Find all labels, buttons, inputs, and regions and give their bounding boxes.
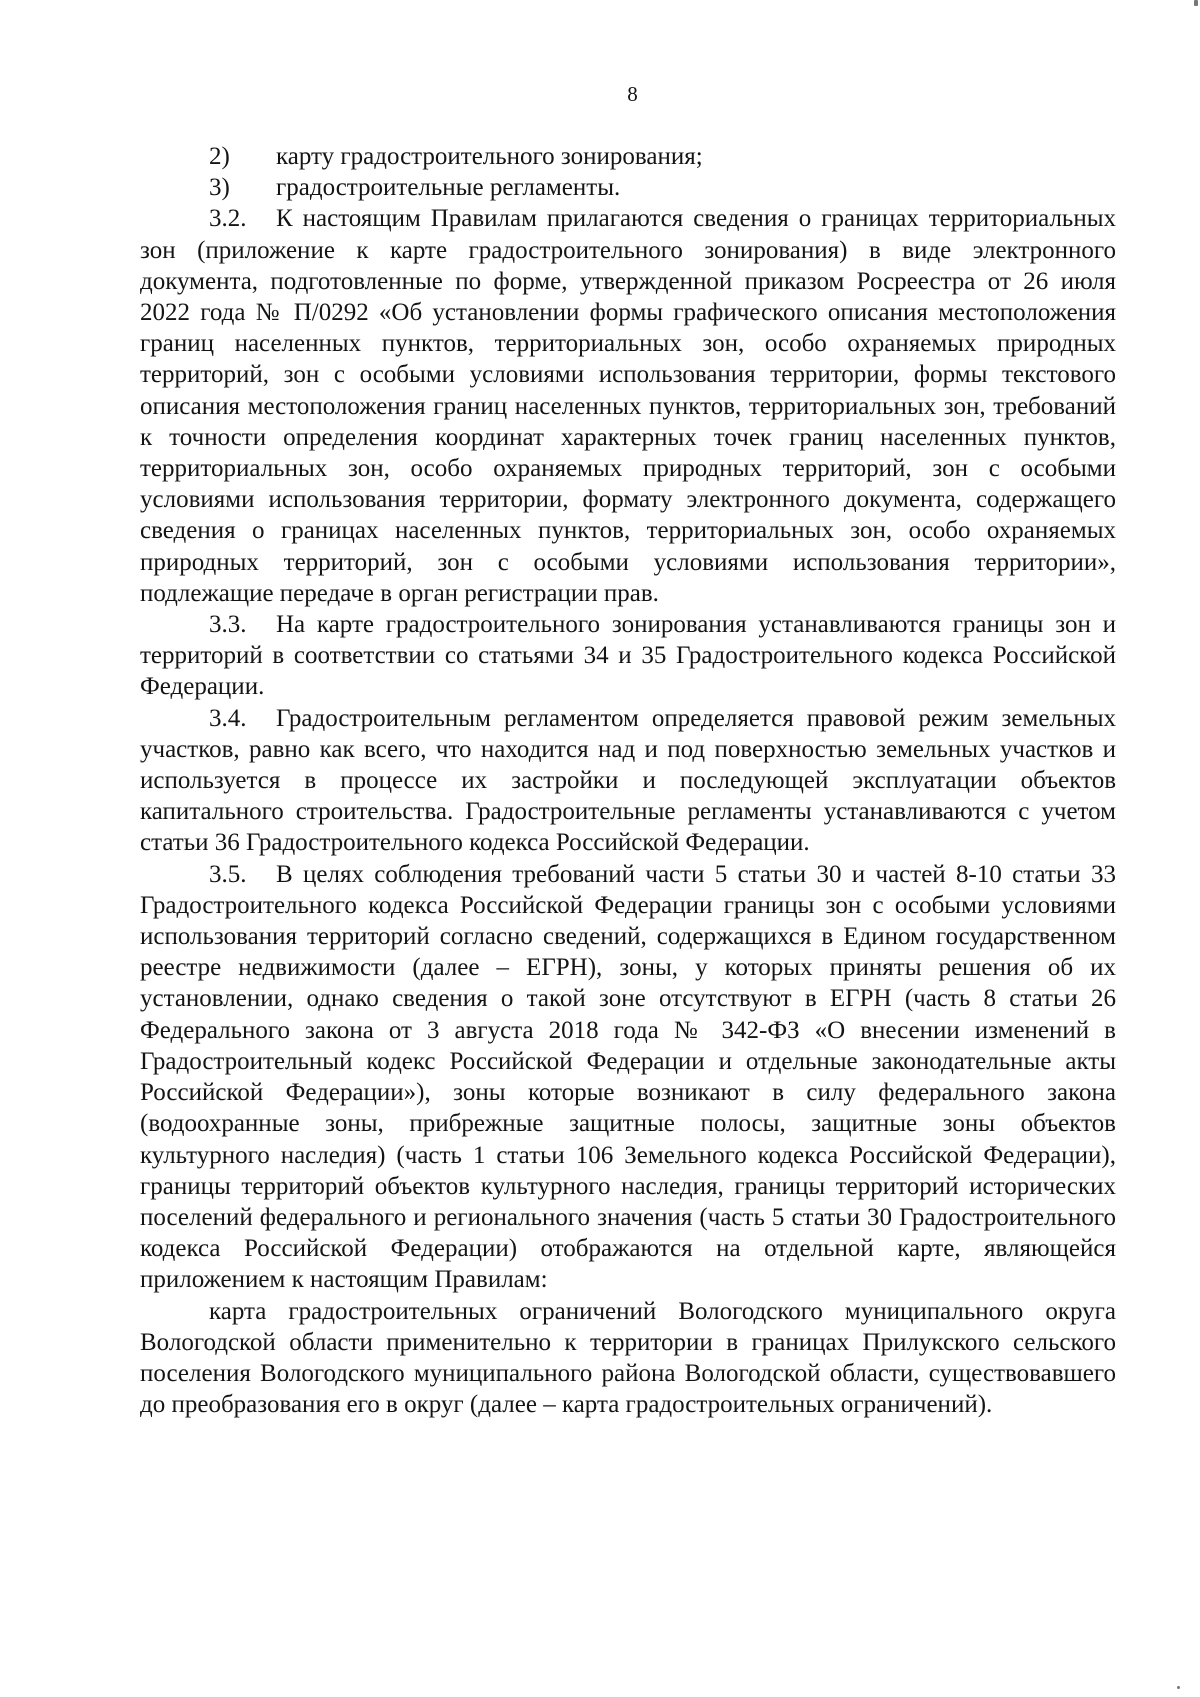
list-item-number: 2) [209, 143, 230, 170]
section-number: 3.2. [209, 205, 247, 233]
section-3-2 [140, 203, 1116, 609]
section-text: К настоящим Правилам прилагаются сведения о границах территориальных зон (приложение к карте градостроительного зонирования) в виде электронного документа, подготовленные по форме, утвержденной приказом Росреестра от 26 июля 2022 года № П/0292 «Об установлении формы графического описания местоположения границ населенных пунктов, территориальных зон, особо охраняемых природных территорий, зон с особыми условиями использования территории, формы текстового описания местоположения границ населенных пунктов, территориальных зон, требований к точности определения координат характерных точек границ населенных пунктов, территориальных зон, особо охраняемых природных территорий, зон с особыми условиями использования территории, формату электронного документа, содержащего сведения о границах населенных пунктов, территориальных зон, особо охраняемых природных территорий, зон с особыми условиями использования территории», подлежащие передаче в орган регистрации прав. [140, 205, 1116, 607]
section-number: 3.3. [209, 611, 247, 639]
list-item [140, 172, 1116, 203]
page-number: 8 [627, 82, 638, 106]
list-item [140, 141, 1116, 172]
section-number: 3.4. [209, 704, 247, 732]
section-text: На карте градостроительного зонирования устанавливаются границы зон и территорий в соответствии со статьями 34 и 35 Градостроительного кодекса Российской Федерации. [140, 611, 1116, 701]
section-3-3 [140, 609, 1116, 703]
section-text: В целях соблюдения требований части 5 статьи 30 и частей 8-10 статьи 33 Градостроительного кодекса Российской Федерации границы зон с особыми условиями использования территорий согласно сведений, содержащихся в Едином государственном реестре недвижимости (далее – ЕГРН), зоны, у которых приняты решения об их установлении, однако сведения о такой зоне отсутствуют в ЕГРН (часть 8 статьи 26 Федерального закона от 3 августа 2018 года № 342-ФЗ «О внесении изменений в Градостроительный кодекс Российской Федерации и отдельные законодательные акты Российской Федерации»), зоны которые возникают в силу федерального закона (водоохранные зоны, прибрежные защитные полосы, защитные зоны объектов культурного наследия) (часть 1 статьи 106 Земельного кодекса Российской Федерации), границы территорий объектов культурного наследия, границы территорий исторических поселений федерального и регионального значения (часть 5 статьи 30 Градостроительного кодекса Российской Федерации) отображаются на отдельной карте, являющейся приложением к настоящим Правилам: [140, 860, 1116, 1294]
closing-paragraph: карта градостроительных ограничений Вологодского муниципального округа Вологодской области применительно к территории в границах Прилукского сельского поселения Вологодского муниципального района Вологодской области, существовавшего до преобразования его в округ (далее – карта градостроительных ограничений). [140, 1297, 1116, 1419]
list-item-text: градостроительные регламенты. [276, 174, 621, 202]
section-3-4 [140, 703, 1116, 859]
scan-artifact [1177, 1686, 1180, 1689]
document-body [140, 141, 1116, 1420]
scan-artifact [1194, 0, 1198, 6]
section-text: Градостроительным регламентом определяется правовой режим земельных участков, равно как всего, что находится над и под поверхностью земельных участков и используется в процессе их застройки и последующей эксплуатации объектов капитального строительства. Градостроительные регламенты устанавливаются с учетом статьи 36 Градостроительного кодекса Российской Федерации. [140, 704, 1116, 857]
list-item-number: 3) [209, 174, 230, 202]
section-3-5 [140, 859, 1116, 1296]
list-item-text: карту градостроительного зонирования; [276, 143, 703, 170]
section-number: 3.5. [209, 860, 247, 888]
